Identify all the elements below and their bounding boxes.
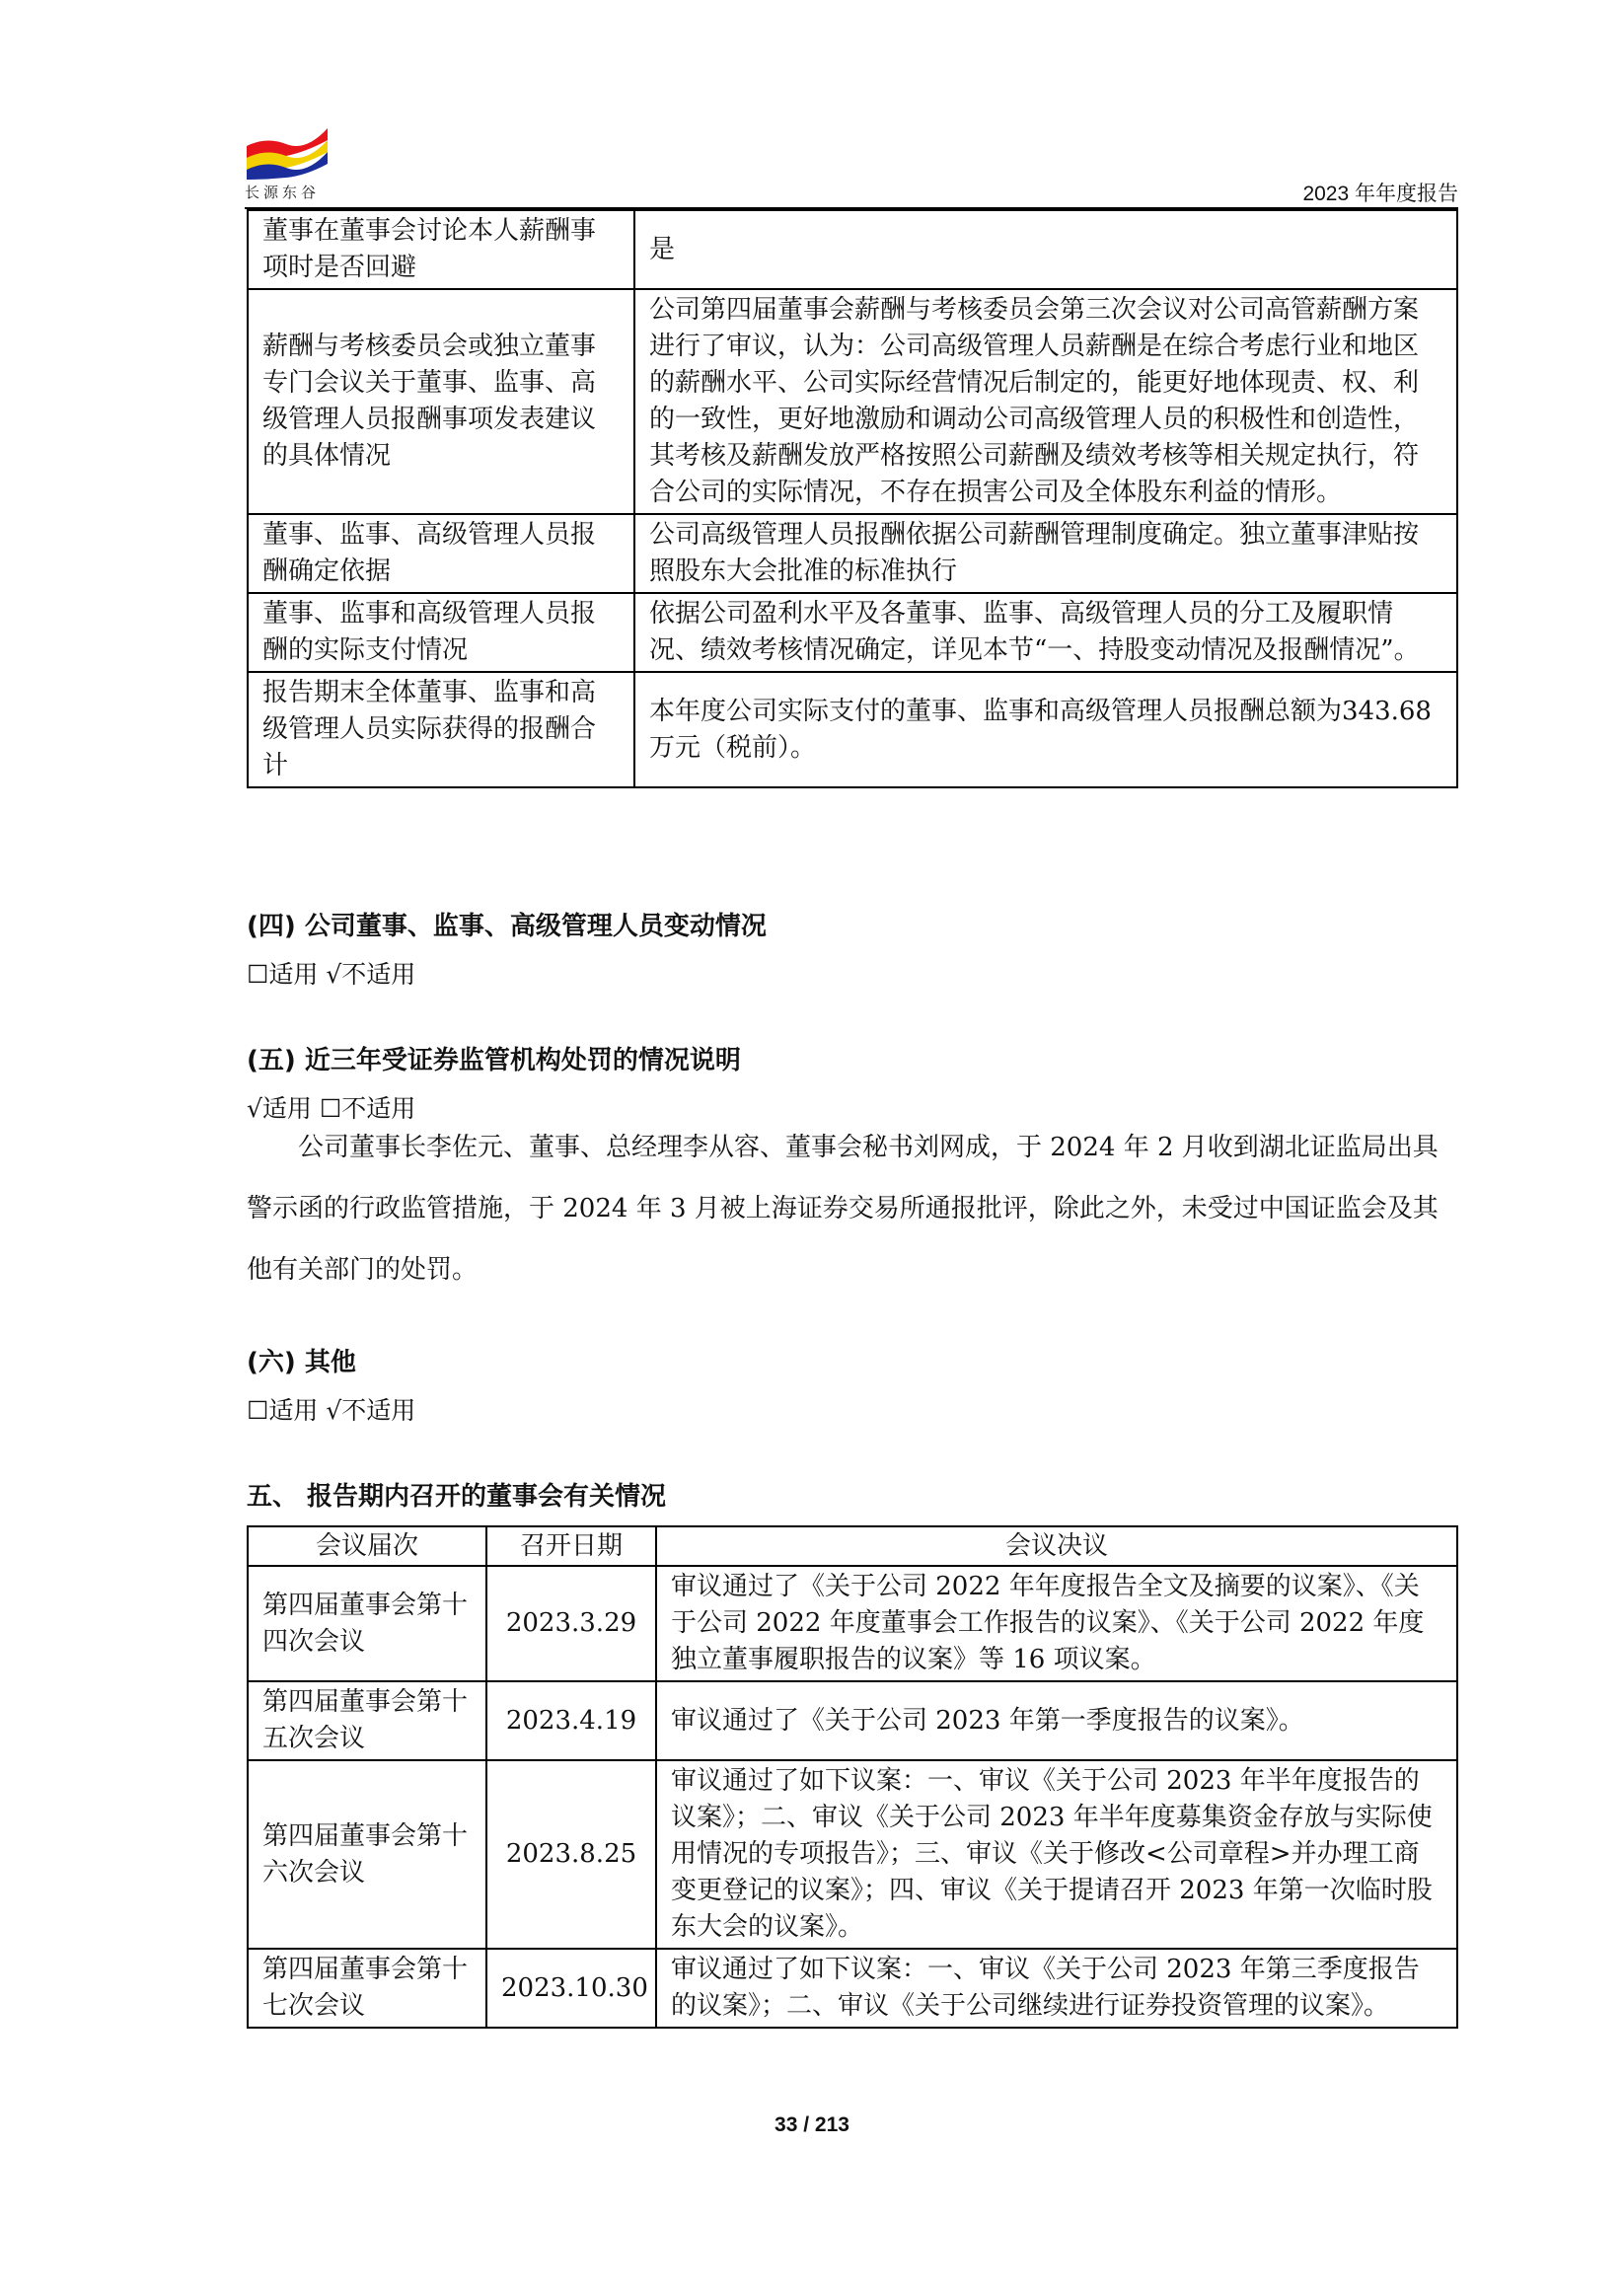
header-resolution: 会议决议 <box>656 1526 1457 1566</box>
section-4-options: ☐适用 √不适用 <box>247 960 416 989</box>
company-logo <box>245 116 333 202</box>
table-row <box>248 210 1457 289</box>
meeting-date: 2023.4.19 <box>486 1681 656 1760</box>
table-row <box>248 514 1457 593</box>
table-row <box>248 1949 1457 2028</box>
header-date: 召开日期 <box>486 1526 656 1566</box>
row-value: 本年度公司实际支付的董事、监事和高级管理人员报酬总额为343.68 万元（税前）。 <box>634 672 1457 787</box>
table-row <box>248 1566 1457 1681</box>
table-row <box>248 289 1457 514</box>
meeting-session: 第四届董事会第十四次会议 <box>248 1566 486 1681</box>
section-5-body: 公司董事长李佐元、董事、总经理李从容、董事会秘书刘网成，于 2024 年 2 月收到湖北证监局出具警示函的行政监管措施，于 2024 年 3 月被上海证券交易所通报批评，除此之外，未受过中国证监会及其他有关部门的处罚。 <box>247 1133 1439 1285</box>
row-label: 董事在董事会讨论本人薪酬事项时是否回避 <box>248 210 634 289</box>
row-label: 董事、监事、高级管理人员报酬确定依据 <box>248 514 634 593</box>
row-label: 董事、监事和高级管理人员报酬的实际支付情况 <box>248 593 634 672</box>
section-6-title: (六) 其他 <box>247 1348 356 1377</box>
logo-stripes-icon <box>245 116 330 180</box>
meeting-date: 2023.10.30 <box>486 1949 656 2028</box>
logo-text: 长源东谷 <box>245 184 321 201</box>
section-5-options: √适用 ☐不适用 <box>247 1094 416 1123</box>
meeting-date: 2023.8.25 <box>486 1760 656 1949</box>
row-label: 报告期末全体董事、监事和高级管理人员实际获得的报酬合计 <box>248 672 634 787</box>
header-session: 会议届次 <box>248 1526 486 1566</box>
row-value: 是 <box>634 210 1457 289</box>
table-row <box>248 672 1457 787</box>
meeting-resolution: 审议通过了《关于公司 2022 年年度报告全文及摘要的议案》、《关于公司 2022 年度董事会工作报告的议案》、《关于公司 2022 年度独立董事履职报告的议案》等 16 项议案。 <box>656 1566 1457 1681</box>
table-row <box>248 1681 1457 1760</box>
meeting-resolution: 审议通过了如下议案：一、审议《关于公司 2023 年第三季度报告的议案》；二、审议《关于公司继续进行证券投资管理的议案》。 <box>656 1949 1457 2028</box>
row-label: 薪酬与考核委员会或独立董事专门会议关于董事、监事、高级管理人员报酬事项发表建议的具体情况 <box>248 289 634 514</box>
row-value: 公司高级管理人员报酬依据公司薪酬管理制度确定。独立董事津贴按照股东大会批准的标准执行 <box>634 514 1457 593</box>
meeting-session: 第四届董事会第十五次会议 <box>248 1681 486 1760</box>
table-header-row <box>248 1526 1457 1566</box>
page-number: 33 / 213 <box>775 2113 849 2136</box>
meeting-session: 第四届董事会第十六次会议 <box>248 1760 486 1949</box>
meeting-resolution: 审议通过了如下议案：一、审议《关于公司 2023 年半年度报告的议案》；二、审议《关于公司 2023 年半年度募集资金存放与实际使用情况的专项报告》；三、审议《关于修改<公司章程>并办理工商变更登记的议案》；四、审议《关于提请召开 2023 年第一次临时股东大会的议案》。 <box>656 1760 1457 1949</box>
board-meetings-title: 五、 报告期内召开的董事会有关情况 <box>247 1482 667 1512</box>
row-value: 依据公司盈利水平及各董事、监事、高级管理人员的分工及履职情况、绩效考核情况确定，详见本节“一、持股变动情况及报酬情况”。 <box>634 593 1457 672</box>
section-6-options: ☐适用 √不适用 <box>247 1396 416 1425</box>
meeting-session: 第四届董事会第十七次会议 <box>248 1949 486 2028</box>
row-value: 公司第四届董事会薪酬与考核委员会第三次会议对公司高管薪酬方案进行了审议，认为：公司高级管理人员薪酬是在综合考虑行业和地区的薪酬水平、公司实际经营情况后制定的，能更好地体现责、权、利的一致性，更好地激励和调动公司高级管理人员的积极性和创造性，其考核及薪酬发放严格按照公司薪酬及绩效考核等相关规定执行，符合公司的实际情况，不存在损害公司及全体股东利益的情形。 <box>634 289 1457 514</box>
meeting-date: 2023.3.29 <box>486 1566 656 1681</box>
section-4-title: (四) 公司董事、监事、高级管理人员变动情况 <box>247 912 767 941</box>
report-title: 2023 年年度报告 <box>1302 183 1458 205</box>
board-meetings-table <box>247 1525 1458 2029</box>
table-row <box>248 1760 1457 1949</box>
table-row <box>248 593 1457 672</box>
section-5-title: (五) 近三年受证券监管机构处罚的情况说明 <box>247 1046 741 1075</box>
meeting-resolution: 审议通过了《关于公司 2023 年第一季度报告的议案》。 <box>656 1681 1457 1760</box>
remuneration-table <box>247 209 1458 788</box>
